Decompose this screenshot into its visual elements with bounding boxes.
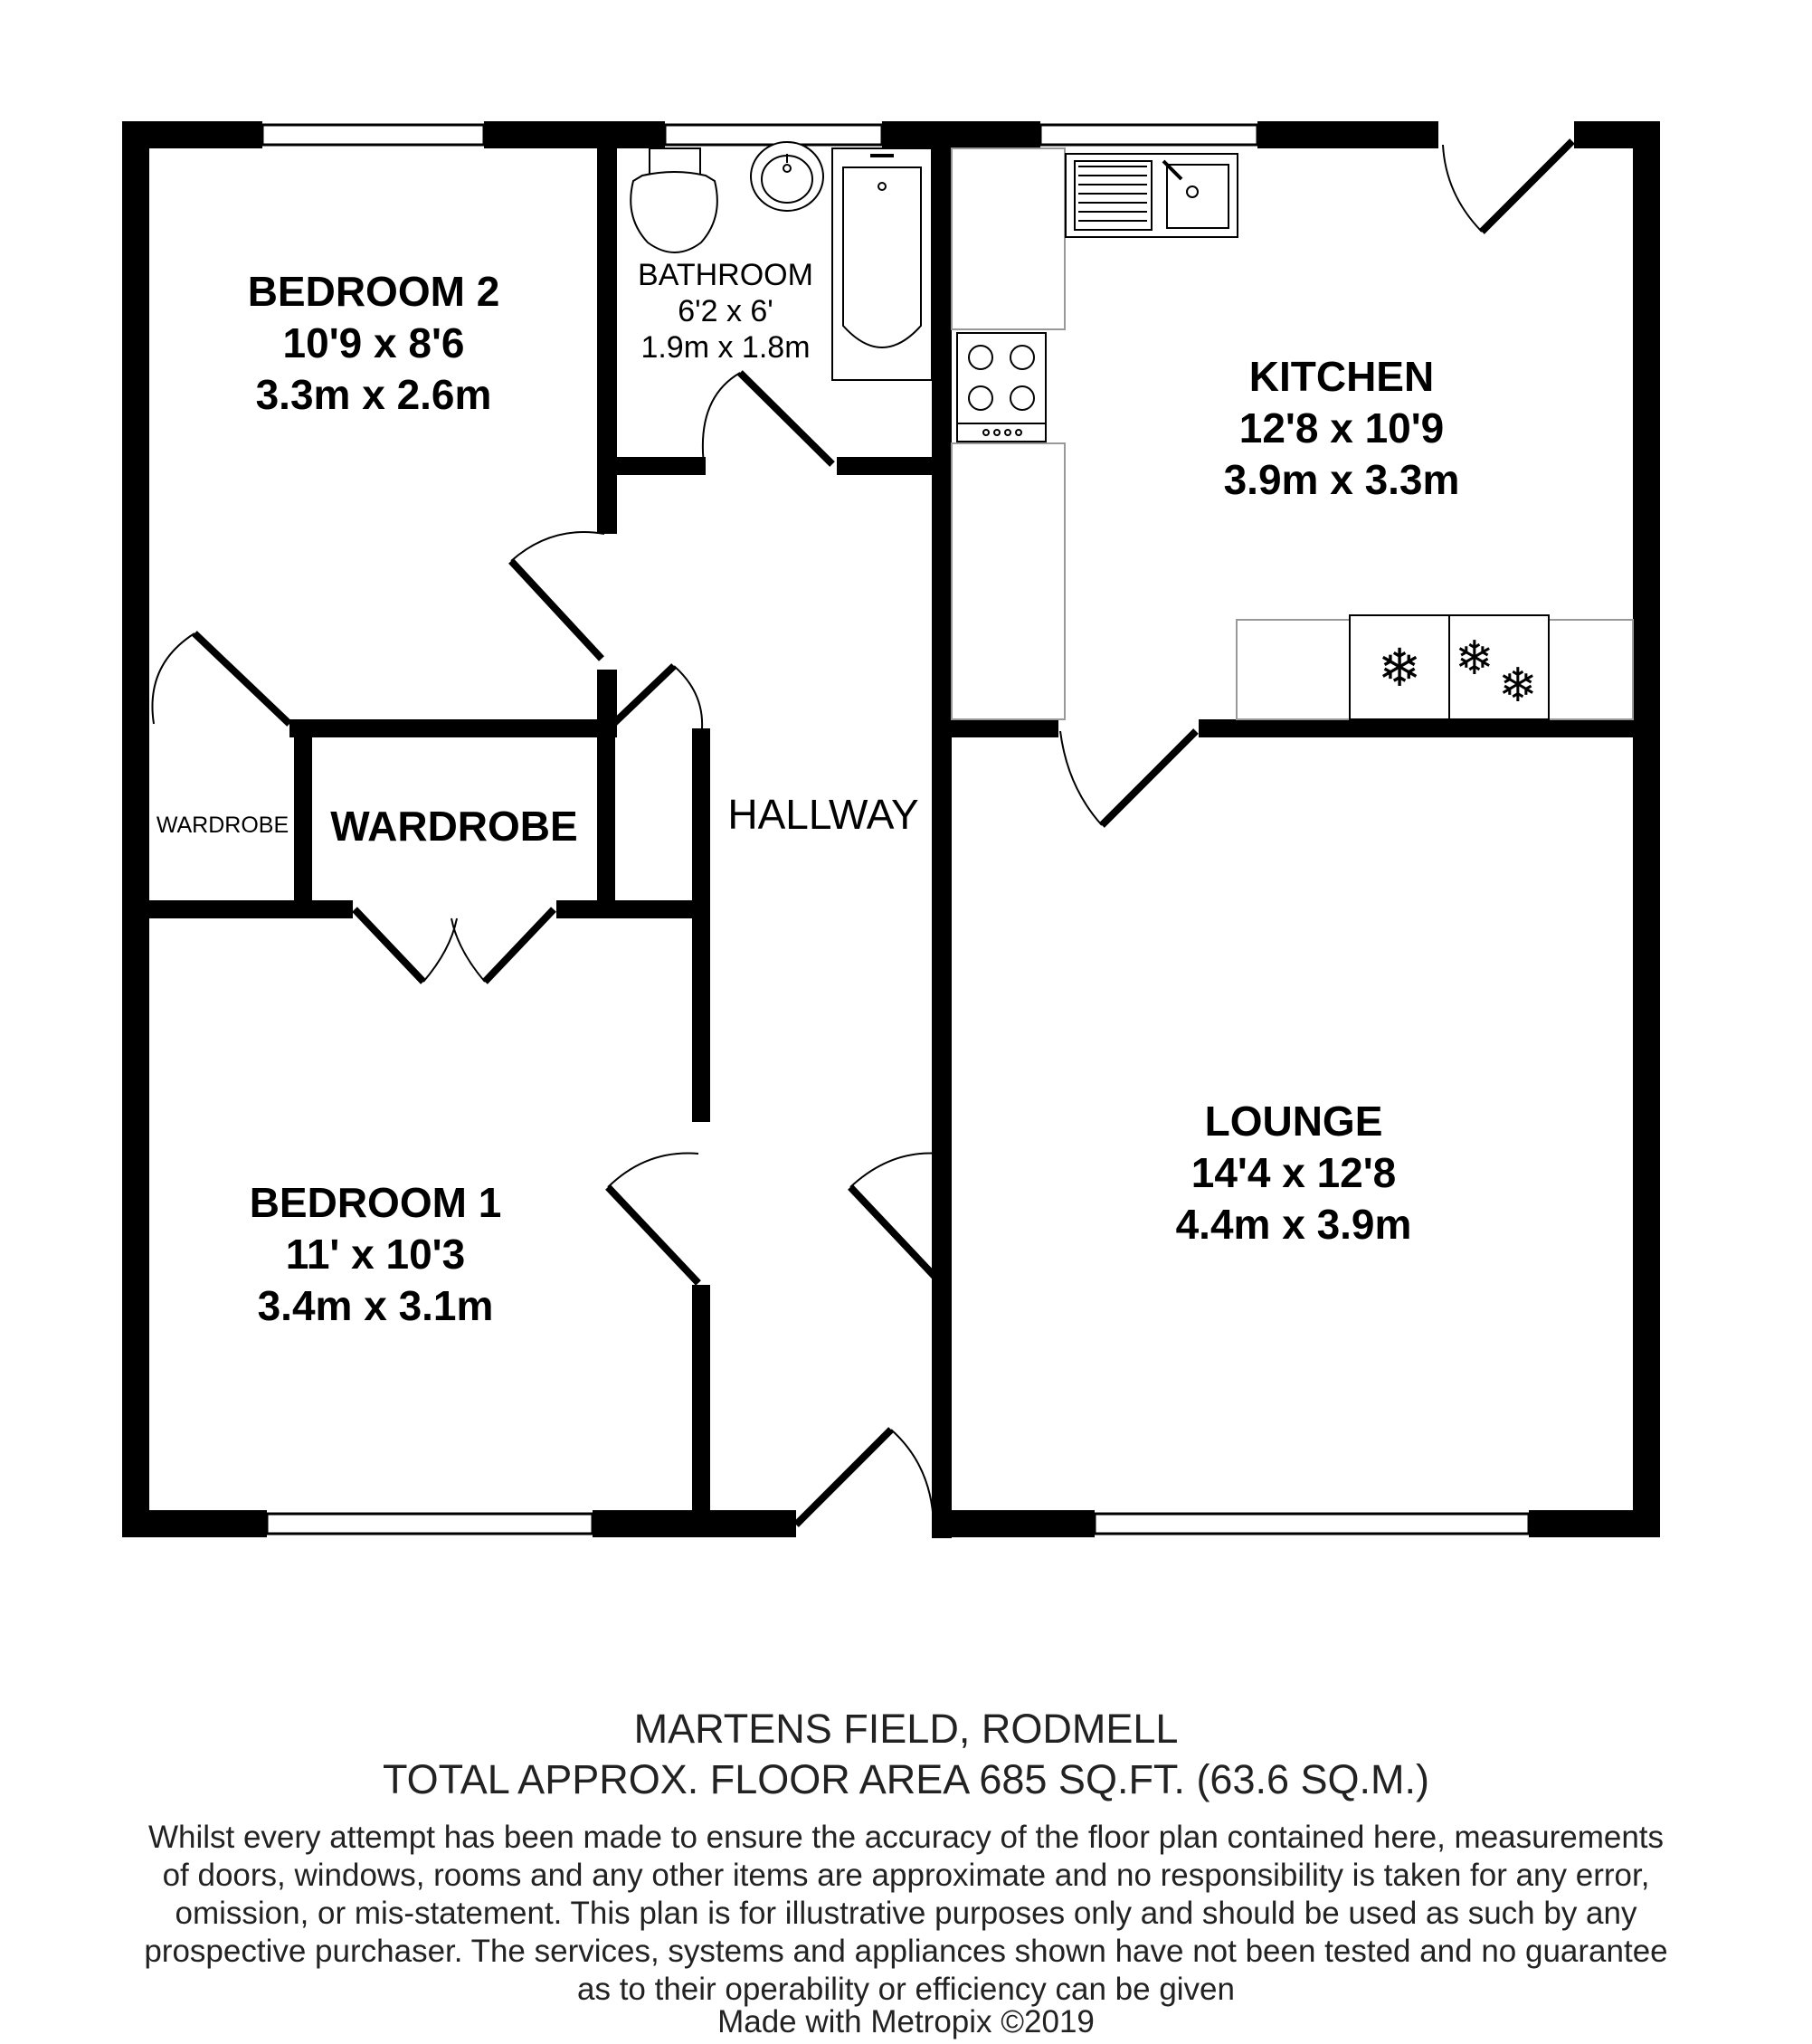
door-front (796, 1430, 891, 1525)
toilet-icon (631, 148, 717, 252)
room-wardrobe-small (157, 813, 289, 838)
door-kitchen-lounge (1102, 731, 1196, 825)
room-name: BEDROOM 1 (249, 1179, 502, 1226)
room-size-imperial: 6'2 x 6' (678, 294, 773, 328)
window-bedroom1 (267, 1514, 593, 1534)
window-lounge (1095, 1514, 1529, 1534)
room-name: HALLWAY (727, 791, 919, 838)
room-kitchen (1224, 353, 1460, 503)
room-bathroom (638, 258, 813, 365)
snowflake-icon: ❄ (1498, 659, 1538, 713)
room-name: KITCHEN (1248, 353, 1435, 400)
door-wardrobe-large-left (355, 909, 423, 982)
door-kitchen-back (1482, 141, 1572, 232)
credit: Made with Metropix ©2019 (717, 2004, 1095, 2039)
disclaimer: Whilst every attempt has been made to ensure the accuracy of the floor plan contained here, measurements of doors, windows, rooms and any other items are approximate and no responsibility is taken for any error, omission, or mis-statement. This plan is for illustrative purposes only and should be used as such by any prospective purchaser. The services, systems and appliances shown have not been tested and no guarantee as to their operability or efficiency can be given (144, 1820, 1668, 2007)
room-size-imperial: 14'4 x 12'8 (1191, 1149, 1397, 1196)
door-wardrobe-small (194, 633, 289, 724)
kitchen-sink-icon (1066, 154, 1238, 237)
room-bedroom2 (248, 268, 500, 418)
door-bedroom2 (511, 561, 602, 659)
room-size-metric: 4.4m x 3.9m (1175, 1201, 1412, 1248)
bath-icon (832, 148, 932, 380)
room-size-imperial: 12'8 x 10'9 (1238, 404, 1445, 452)
room-wardrobe-large (330, 803, 577, 850)
room-name: LOUNGE (1204, 1098, 1383, 1145)
room-size-metric: 3.4m x 3.1m (257, 1282, 494, 1329)
floor-area: TOTAL APPROX. FLOOR AREA 685 SQ.FT. (63.6 SQ.M.) (382, 1756, 1430, 1802)
washbasin-icon (751, 142, 823, 211)
room-name: WARDROBE (330, 803, 578, 850)
window-kitchen (1040, 125, 1257, 145)
door-wardrobe-large-right (485, 909, 554, 982)
room-bedroom1 (250, 1179, 502, 1329)
hob-icon (957, 333, 1046, 442)
room-size-metric: 1.9m x 1.8m (640, 330, 811, 365)
plan-title (0, 1704, 1812, 1805)
door-lounge (850, 1187, 941, 1283)
snowflake-icon: ❄ (1455, 632, 1494, 686)
door-bathroom (740, 373, 832, 464)
room-name: BATHROOM (638, 258, 813, 292)
room-name: WARDROBE (156, 813, 289, 838)
door-bedroom1 (608, 1187, 698, 1283)
window-bathroom (665, 125, 882, 145)
door-hallway-alcove (613, 666, 674, 724)
room-hallway (727, 791, 918, 838)
room-size-metric: 3.9m x 3.3m (1223, 456, 1460, 503)
room-lounge (1176, 1098, 1412, 1248)
window-bedroom2 (262, 125, 484, 145)
room-size-imperial: 11' x 10'3 (285, 1231, 466, 1278)
address: MARTENS FIELD, RODMELL (633, 1706, 1179, 1752)
room-size-metric: 3.3m x 2.6m (255, 371, 492, 418)
room-size-imperial: 10'9 x 8'6 (282, 319, 465, 366)
snowflake-icon: ❄ (1377, 637, 1422, 699)
room-name: BEDROOM 2 (247, 268, 500, 315)
